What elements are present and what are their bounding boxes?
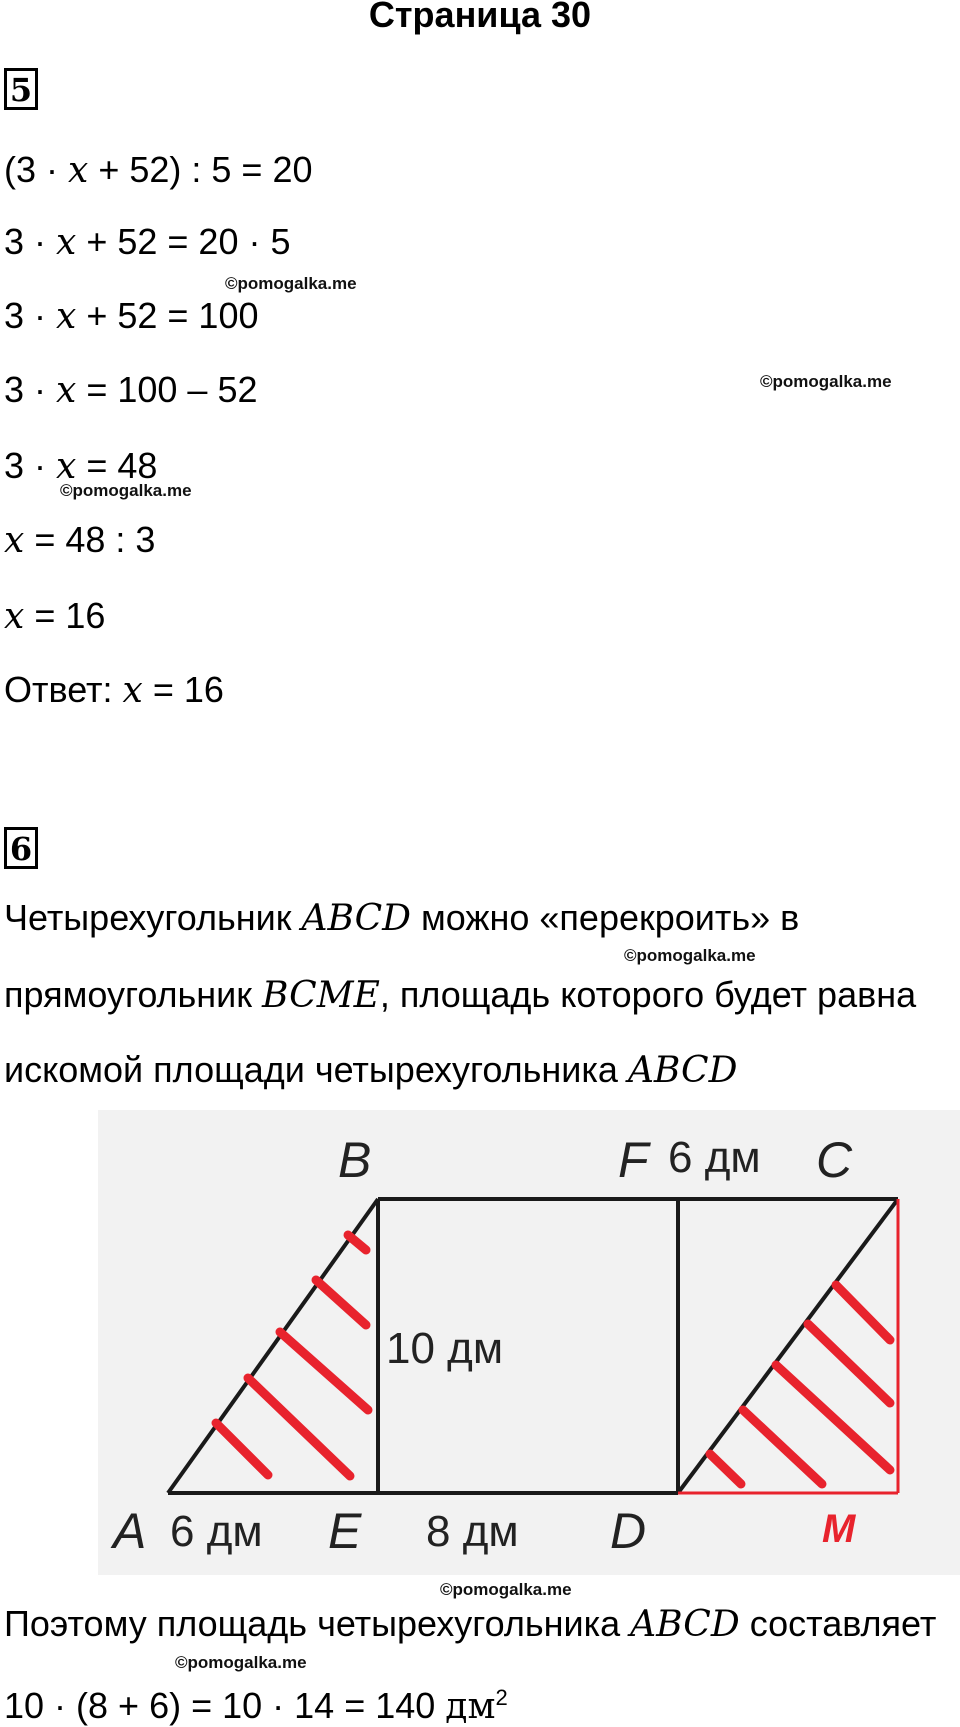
hatch-line <box>316 1280 366 1325</box>
hatch-line <box>808 1324 890 1403</box>
watermark: ©pomogalka.me <box>60 481 192 500</box>
task-6-paragraph: искомой площади четырехугольника ABCD <box>4 1049 738 1091</box>
task-6-paragraph: Четырехугольник ABCD можно «перекроить» в <box>4 897 800 939</box>
watermark: ©pomogalka.me <box>760 372 892 391</box>
vertex-label-e: E <box>328 1503 362 1559</box>
measure-ed: 8 дм <box>426 1507 519 1556</box>
task-6-number: 6 <box>4 827 38 869</box>
hatch-line <box>348 1235 366 1250</box>
vertex-label-c: C <box>816 1132 853 1188</box>
measure-height: 10 дм <box>386 1324 504 1373</box>
equation-line: 3 · x = 100 – 52 <box>4 369 258 411</box>
equation-line: 3 · x + 52 = 20 · 5 <box>4 221 291 263</box>
equation-line: (3 · x + 52) : 5 = 20 <box>4 149 313 191</box>
hatch-line <box>280 1332 368 1410</box>
task-6-paragraph: прямоугольник BCME, площадь которого будет равна <box>4 974 917 1016</box>
watermark: ©pomogalka.me <box>175 1653 307 1672</box>
page-title: Страница 30 <box>368 0 592 35</box>
equation-line: 3 · x + 52 = 100 <box>4 295 259 337</box>
geometry-figure <box>98 1110 960 1575</box>
measure-ae: 6 дм <box>170 1507 263 1556</box>
equation-line: x = 48 : 3 <box>4 519 156 561</box>
hatching-triangle-dcm <box>710 1285 890 1484</box>
quadrilateral-diagram <box>98 1110 960 1575</box>
hatch-line <box>216 1423 268 1475</box>
hatch-line <box>836 1285 890 1340</box>
watermark: ©pomogalka.me <box>225 274 357 293</box>
answer-line: Ответ: x = 16 <box>4 669 224 711</box>
task-5-number: 5 <box>4 68 38 110</box>
hatch-line <box>743 1410 822 1484</box>
vertex-label-m: M <box>822 1507 856 1551</box>
vertex-label-d: D <box>610 1503 647 1559</box>
side-ab <box>168 1199 378 1493</box>
watermark: ©pomogalka.me <box>440 1580 572 1599</box>
task-6-paragraph: Поэтому площадь четырехугольника ABCD составляет <box>4 1603 937 1645</box>
vertex-label-f: F <box>618 1132 649 1188</box>
measure-fc: 6 дм <box>668 1133 761 1182</box>
equation-line: 3 · x = 48 <box>4 445 158 487</box>
hatch-line <box>248 1378 350 1476</box>
final-calculation: 10 · (8 + 6) = 10 · 14 = 140 $дм^2$ <box>4 1685 508 1727</box>
watermark: ©pomogalka.me <box>624 946 756 965</box>
hatch-line <box>710 1454 741 1484</box>
hatching-triangle-abe <box>216 1235 368 1476</box>
vertex-label-a: A <box>113 1503 147 1559</box>
vertex-label-b: B <box>338 1132 372 1188</box>
equation-line: x = 16 <box>4 595 106 637</box>
